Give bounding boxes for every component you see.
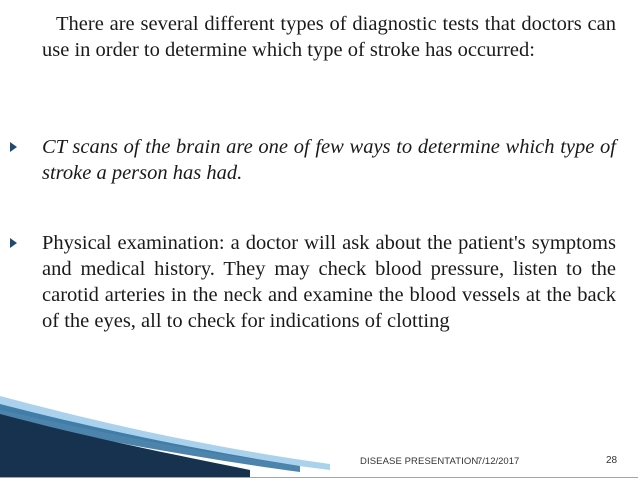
bullet-physical-examination: Physical examination: a doctor will ask about the patient's symptoms and medical history. They may check blood pressure, listen to the carotid arteries in the neck and examine the blood vessels at the back of the eyes, all to check for indications of clotting: [42, 232, 616, 332]
footer-date: 7/12/2017: [477, 456, 520, 467]
bullet-ct-scans: CT scans of the brain are one of few ways to determine which type of stroke a person has had.: [42, 136, 616, 184]
footer-page-number: 28: [606, 455, 618, 466]
intro-paragraph: There are several different types of diagnostic tests that doctors can use in order to determine which type of stroke has occurred:: [42, 13, 616, 61]
decorative-swoosh: [0, 390, 638, 478]
bullet-arrow-icon: [10, 238, 17, 248]
footer-presentation-label: DISEASE PRESENTATION: [360, 456, 479, 467]
bullet-arrow-icon: [10, 142, 17, 152]
